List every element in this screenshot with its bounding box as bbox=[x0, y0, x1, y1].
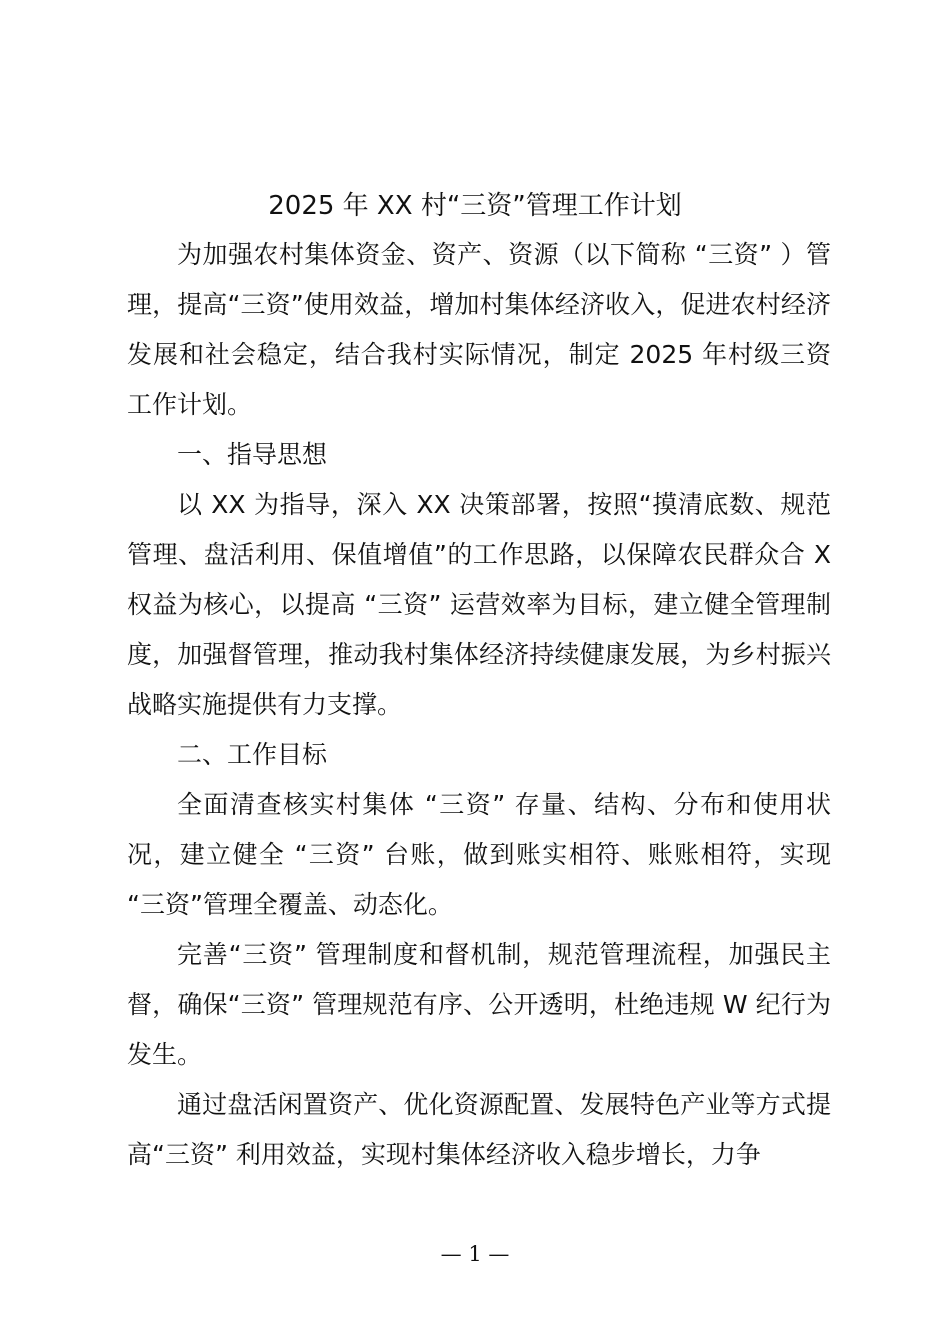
document-title: 2025 年 XX 村“三资”管理工作计划 bbox=[268, 191, 682, 221]
section-heading-work-goals: 二、工作目标 bbox=[177, 740, 328, 769]
work-goals-paragraph-3: 通过盘活闲置资产、优化资源配置、发展特色产业等方式提高“三资” 利用效益，实现村集体经济收入稳步增长，力争 bbox=[127, 1090, 831, 1169]
intro-paragraph: 为加强农村集体资金、资产、资源（以下简称 “三资” ）管理，提高“三资”使用效益，增加村集体经济收入，促进农村经济发展和社会稳定，结合我村实际情况，制定 2025 年村级三资工作计划。 bbox=[127, 240, 831, 419]
guiding-thought-paragraph: 以 XX 为指导，深入 XX 决策部署，按照“摸清底数、规范管理、盘活利用、保值增值”的工作思路，以保障农民群众合 X 权益为核心，以提高 “三资” 运营效率为目标，建立健全管理制度，加强督管理，推动我村集体经济持续健康发展，为乡村振兴战略实施提供有力支撑。 bbox=[127, 490, 831, 719]
work-goals-paragraph-2: 完善“三资” 管理制度和督机制，规范管理流程，加强民主督，确保“三资” 管理规范有序、公开透明，杜绝违规 W 纪行为发生。 bbox=[127, 940, 831, 1069]
section-heading-guiding-thought: 一、指导思想 bbox=[177, 440, 328, 469]
page-number: — 1 — bbox=[440, 1242, 510, 1266]
work-goals-paragraph-1: 全面清查核实村集体 “三资” 存量、结构、分布和使用状况，建立健全 “三资” 台账，做到账实相符、账账相符，实现 “三资”管理全覆盖、动态化。 bbox=[127, 790, 831, 919]
document-body bbox=[127, 230, 831, 1180]
